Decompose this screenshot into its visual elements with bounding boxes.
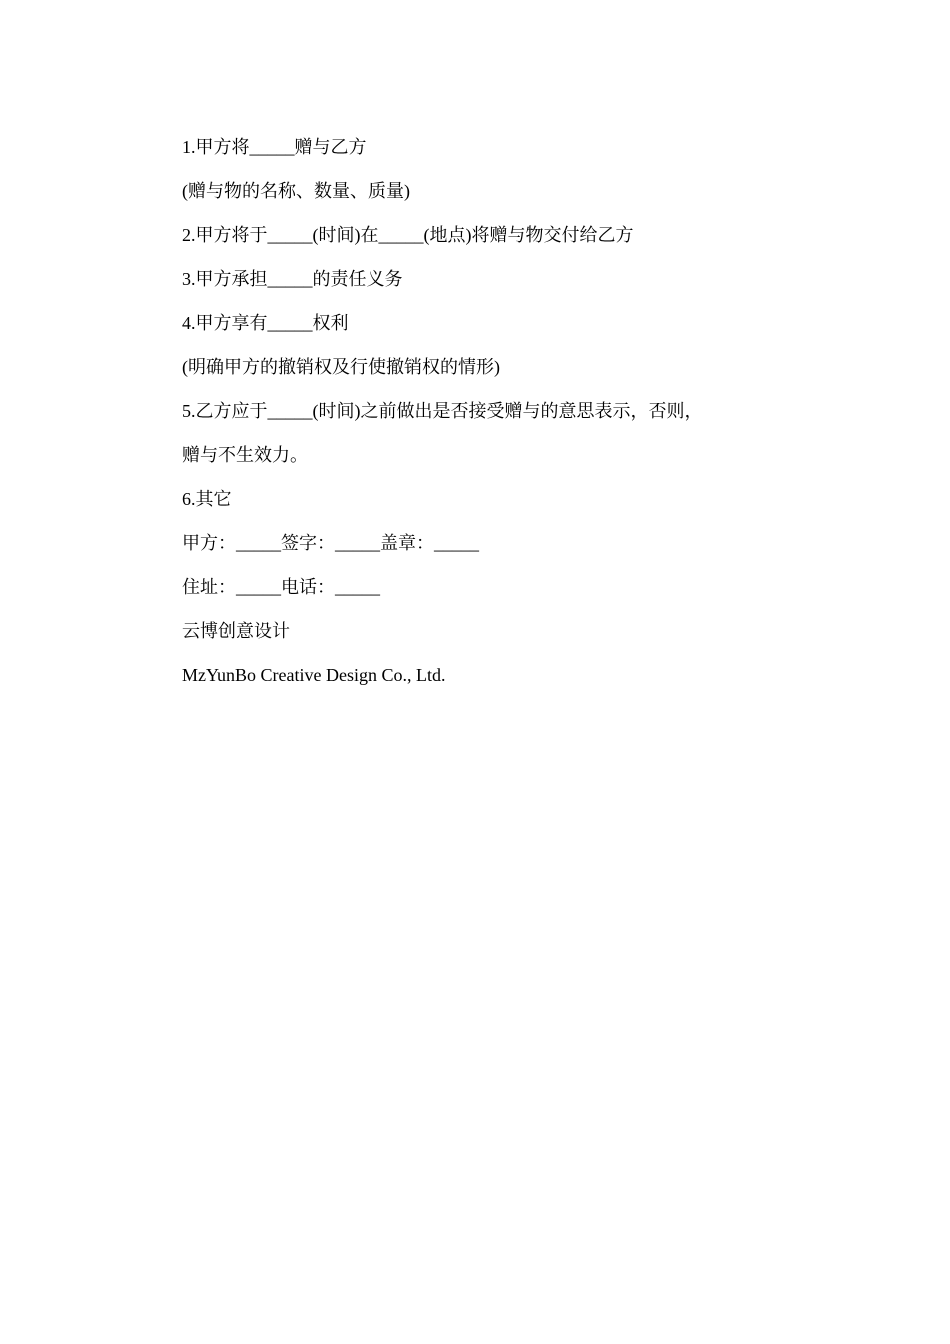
clause-4-rights: 4.甲方享有_____权利 — [182, 313, 349, 333]
clause-1-gift-item: 1.甲方将_____赠与乙方 — [182, 137, 367, 157]
clause-2-delivery: 2.甲方将于_____(时间)在_____(地点)将赠与物交付给乙方 — [182, 225, 634, 245]
company-name-english: MzYunBo Creative Design Co., Ltd. — [182, 665, 446, 685]
clause-5-continuation: 赠与不生效力。 — [182, 445, 308, 465]
clause-4-note: (明确甲方的撤销权及行使撤销权的情形) — [182, 357, 500, 377]
clause-5-acceptance: 5.乙方应于_____(时间)之前做出是否接受赠与的意思表示，否则， — [182, 401, 703, 421]
party-a-signature-line: 甲方：_____签字：_____盖章：_____ — [182, 533, 479, 553]
clause-3-obligations: 3.甲方承担_____的责任义务 — [182, 269, 403, 289]
company-name-chinese: 云博创意设计 — [182, 621, 290, 641]
address-phone-line: 住址：_____电话：_____ — [182, 577, 380, 597]
document-body — [182, 134, 802, 706]
clause-6-other: 6.其它 — [182, 489, 232, 509]
clause-1-note: (赠与物的名称、数量、质量) — [182, 181, 410, 201]
